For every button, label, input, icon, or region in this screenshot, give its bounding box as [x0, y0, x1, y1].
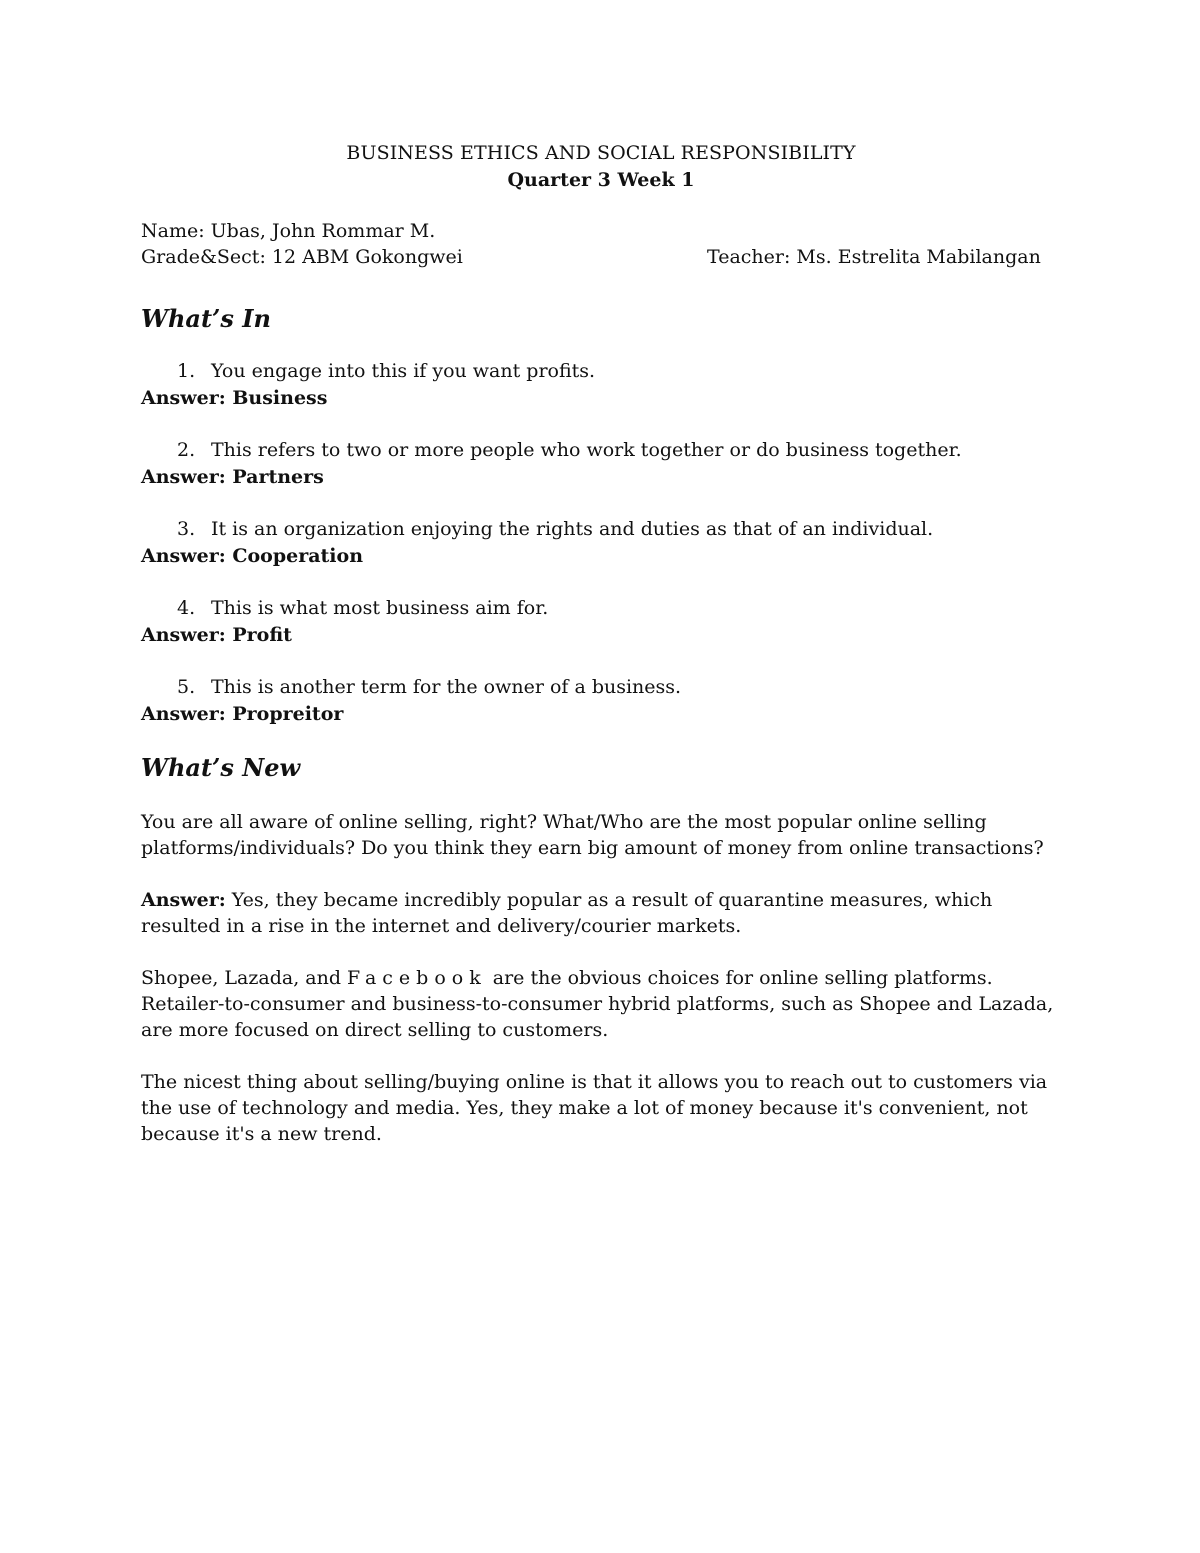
list-item [141, 358, 1061, 411]
answer-label: Answer: [141, 387, 226, 409]
intro-paragraph: You are all aware of online selling, right? What/Who are the most popular online selling platforms/individuals? Do you think they earn big amount of money from online transactions? [141, 811, 1044, 859]
conclusion-paragraph: The nicest thing about selling/buying online is that it allows you to reach out to customers via the use of technology and media. Yes, they make a lot of money because it's convenient, not because it's a new trend. [141, 1071, 1048, 1145]
grade-teacher-row [141, 244, 1061, 270]
student-info [141, 218, 1061, 270]
question-number: 3. [177, 518, 196, 540]
platforms-paragraph [141, 965, 1071, 1043]
answer-line [141, 701, 1061, 727]
answer-value: Partners [232, 466, 324, 488]
question-text: It is an organization enjoying the rights and duties as that of an individual. [211, 518, 934, 540]
facebook-text: Facebook [347, 967, 487, 989]
platforms-intro: Shopee, Lazada, and [141, 967, 348, 989]
list-item [141, 516, 1061, 569]
grade-section: Grade&Sect: 12 ABM Gokongwei [141, 246, 463, 268]
answer-value: Propreitor [232, 703, 344, 725]
document-title: BUSINESS ETHICS AND SOCIAL RESPONSIBILITY [346, 142, 856, 164]
list-item [141, 595, 1061, 648]
list-item [141, 437, 1061, 490]
question-text: You engage into this if you want profits. [211, 360, 596, 382]
answer-line [141, 543, 1061, 569]
answer-text: Yes, they became incredibly popular as a result of quarantine measures, which resulted in a rise in the internet and delivery/courier markets. [141, 889, 993, 937]
answer-value: Profit [232, 624, 292, 646]
student-name: Name: Ubas, John Rommar M. [141, 220, 436, 242]
platforms-rest: are the obvious choices for online selling platforms. Retailer-to-consumer and business-to-consumer hybrid platforms, such as Shopee and Lazada, are more focused on direct selling to customers. [141, 967, 1054, 1041]
answer-label: Answer: [141, 703, 226, 725]
answer-label: Answer: [141, 545, 226, 567]
answer-label: Answer: [141, 624, 226, 646]
list-item [141, 674, 1061, 727]
answer-value: Business [232, 387, 328, 409]
answer-label: Answer: [141, 889, 226, 911]
whats-new-heading: What’s New [141, 753, 301, 782]
question-text: This refers to two or more people who work together or do business together. [211, 439, 962, 461]
whats-in-heading: What’s In [141, 304, 271, 333]
name-row [141, 218, 1061, 244]
document-page [141, 140, 1061, 1173]
question-text: This is what most business aim for. [211, 597, 549, 619]
question-number: 5. [177, 676, 196, 698]
answer-label: Answer: [141, 466, 226, 488]
document-subtitle: Quarter 3 Week 1 [507, 169, 695, 191]
answer-line [141, 464, 1061, 490]
answer-line [141, 385, 1061, 411]
teacher-name: Teacher: Ms. Estrelita Mabilangan [707, 246, 1041, 268]
question-number: 4. [177, 597, 196, 619]
question-text: This is another term for the owner of a business. [211, 676, 682, 698]
question-number: 1. [177, 360, 196, 382]
question-list [141, 358, 1061, 727]
answer-line [141, 622, 1061, 648]
answer-value: Cooperation [232, 545, 364, 567]
answer-paragraph [141, 887, 1071, 939]
question-number: 2. [177, 439, 196, 461]
